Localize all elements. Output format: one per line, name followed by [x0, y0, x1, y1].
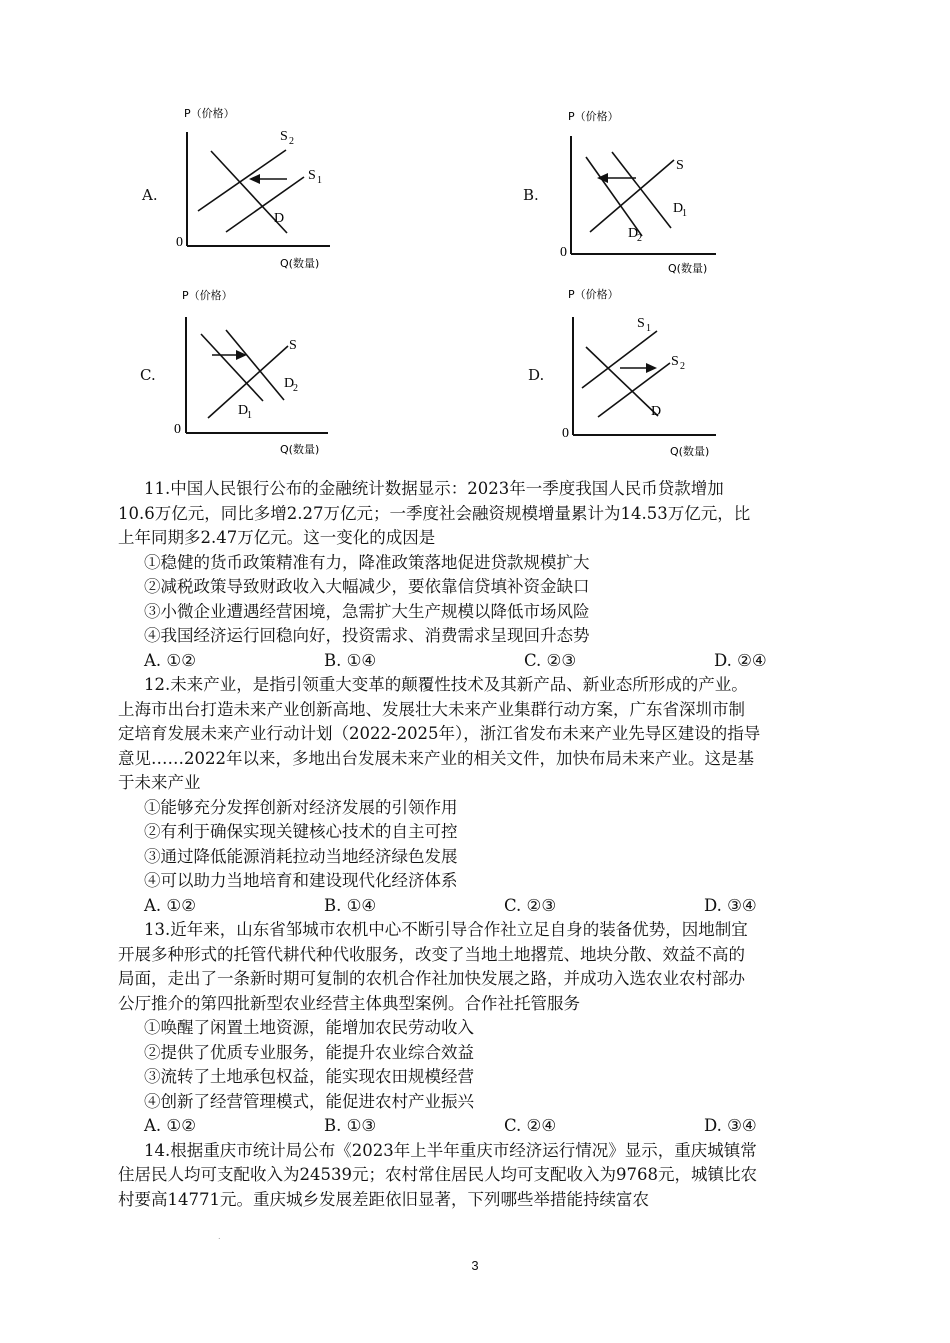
- answer-choices: [118, 649, 860, 674]
- question-stem-line: 局面，走出了一条新时期可复制的农机合作社加快发展之路，并成功入选农业农村部办: [118, 969, 745, 988]
- stray-mark: .: [218, 1232, 221, 1241]
- graph-d: [556, 283, 726, 458]
- question-stem-line: 上海市出台打造未来产业创新高地、发展壮大未来产业集群行动方案，广东省深圳市制: [118, 699, 745, 719]
- curve-label-d: D: [238, 403, 249, 418]
- page-number: 3: [471, 1258, 479, 1273]
- statement-item: ②提供了优质专业服务，能提升农业综合效益: [144, 1042, 474, 1062]
- p-axis-label: P（价格）: [182, 289, 233, 302]
- q-axis-label: Q(数量): [280, 257, 320, 270]
- question-stem-line: 上年同期多2.47万亿元。这一变化的成因是: [118, 528, 436, 547]
- question-stem-line: 村要高14771元。重庆城乡发展差距依旧显著，下列哪些举措能持续富农: [118, 1189, 649, 1209]
- curve-label-d: D: [651, 404, 662, 419]
- answer-choice-d[interactable]: D. ③④: [704, 895, 757, 915]
- question-stem-line: 公厅推介的第四批新型农业经营主体典型案例。合作社托管服务: [118, 993, 580, 1013]
- curve-label-d: D: [673, 201, 684, 216]
- answer-choice-c[interactable]: C. ②③: [504, 895, 557, 915]
- answer-choices: [118, 1114, 860, 1139]
- arrow-head-icon: [249, 174, 260, 184]
- statement-item: ①唤醒了闲置土地资源，能增加农民劳动收入: [144, 1018, 474, 1037]
- option-d-label: D.: [528, 366, 545, 384]
- statement-item: ③通过降低能源消耗拉动当地经济绿色发展: [144, 846, 458, 866]
- question-13: [118, 918, 860, 1139]
- graph-a: [170, 104, 340, 274]
- curve-label-sub: 2: [289, 136, 294, 147]
- option-a-label: A.: [142, 186, 158, 204]
- p-axis-label: P（价格）: [568, 110, 619, 123]
- statement-item: ③小微企业遭遇经营困境，急需扩大生产规模以降低市场风险: [144, 601, 590, 621]
- curve-label-s: S: [280, 129, 288, 144]
- statement-item: ④创新了经营管理模式，能促进农村产业振兴: [144, 1091, 474, 1111]
- question-stem-line: 开展多种形式的托管代耕代种代收服务，改变了当地土地撂荒、地块分散、效益不高的: [118, 944, 745, 964]
- answer-choice-d[interactable]: D. ③④: [704, 1116, 757, 1135]
- question-stem-line: 定培育发展未来产业行动计划（2022-2025年），浙江省发布未来产业先导区建设的指导: [118, 724, 761, 743]
- question-stem-line: 住居民人均可支配收入为24539元；农村常住居民人均可支配收入为9768元，城镇比农: [118, 1165, 757, 1184]
- origin-label: 0: [174, 422, 181, 437]
- q-axis-label: Q(数量): [670, 445, 710, 458]
- option-c-label: C.: [140, 366, 156, 384]
- supply-curve-s1: [226, 177, 304, 232]
- answer-choice-a[interactable]: A. ①②: [144, 650, 196, 670]
- q-axis-label: Q(数量): [280, 443, 320, 456]
- statement-item: ②有利于确保实现关键核心技术的自主可控: [144, 822, 458, 841]
- question-stem-line: 14.根据重庆市统计局公布《2023年上半年重庆市经济运行情况》显示，重庆城镇常: [144, 1140, 757, 1160]
- question-stem-line: 10.6万亿元，同比多增2.27万亿元；一季度社会融资规模增量累计为14.53万亿元，比: [118, 503, 751, 523]
- question-list: [118, 477, 860, 1212]
- curve-label-d: D: [284, 376, 295, 391]
- question-stem-line: 11.中国人民银行公布的金融统计数据显示：2023年一季度我国人民币贷款增加: [144, 479, 724, 498]
- question-11: [118, 477, 860, 673]
- statement-item: ②减税政策导致财政收入大幅减少，要依靠信贷填补资金缺口: [144, 577, 590, 596]
- question-stem-line: 于未来产业: [118, 773, 201, 792]
- curve-label-s: S: [671, 354, 679, 369]
- curve-label-sub: 2: [637, 233, 642, 244]
- curve-label-d: D: [274, 211, 285, 226]
- demand-curve-d2: [586, 157, 642, 236]
- question-stem-line: 13.近年来，山东省邹城市农机中心不断引导合作社立足自身的装备优势，因地制宜: [144, 920, 748, 939]
- origin-label: 0: [560, 245, 567, 260]
- answer-choice-c[interactable]: C. ②③: [524, 650, 577, 670]
- answer-choice-d[interactable]: D. ②④: [714, 650, 767, 670]
- origin-label: 0: [176, 235, 183, 250]
- curve-label-s: S: [308, 168, 316, 183]
- origin-label: 0: [562, 426, 569, 441]
- statement-item: ①能够充分发挥创新对经济发展的引领作用: [144, 797, 458, 817]
- curve-label-s: S: [289, 338, 297, 353]
- answer-choices: [118, 894, 860, 919]
- demand-curve-d1: [201, 334, 263, 401]
- arrow-head-icon: [646, 363, 657, 373]
- answer-choice-b[interactable]: B. ①④: [324, 650, 377, 670]
- curve-label-s: S: [637, 316, 645, 331]
- p-axis-label: P（价格）: [568, 288, 619, 301]
- question-12: [118, 673, 860, 918]
- statement-item: ④可以助力当地培育和建设现代化经济体系: [144, 871, 458, 890]
- statement-item: ③流转了土地承包权益，能实现农田规模经营: [144, 1067, 474, 1086]
- demand-curve-d2: [226, 330, 284, 400]
- question-14: [118, 1139, 860, 1213]
- curve-label-sub: 1: [317, 175, 322, 186]
- p-axis-label: P（价格）: [184, 107, 235, 120]
- curve-label-sub: 2: [293, 383, 298, 394]
- option-b-label: B.: [523, 186, 539, 204]
- demand-curve-d1: [612, 152, 671, 228]
- curve-label-sub: 1: [646, 323, 651, 334]
- answer-choice-c[interactable]: C. ②④: [504, 1116, 557, 1135]
- question-stem-line: 意见……2022年以来，多地出台发展未来产业的相关文件，加快布局未来产业。这是基: [118, 748, 754, 768]
- curve-label-sub: 2: [680, 361, 685, 372]
- statement-item: ①稳健的货币政策精准有力，降准政策落地促进贷款规模扩大: [144, 552, 590, 572]
- statement-item: ④我国经济运行回稳向好，投资需求、消费需求呈现回升态势: [144, 626, 590, 645]
- curve-label-d: D: [628, 226, 639, 241]
- answer-choice-a[interactable]: A. ①②: [144, 895, 196, 915]
- answer-choice-a[interactable]: A. ①②: [144, 1116, 196, 1135]
- q-axis-label: Q(数量): [668, 262, 708, 275]
- question-stem-line: 12.未来产业，是指引领重大变革的颠覆性技术及其新产品、新业态所形成的产业。: [144, 675, 748, 694]
- graph-c: [168, 283, 338, 458]
- curve-label-s: S: [676, 158, 684, 173]
- arrow-head-icon: [236, 350, 247, 360]
- curve-label-sub: 1: [682, 208, 687, 219]
- graph-b: [556, 104, 726, 274]
- curve-label-sub: 1: [247, 410, 252, 421]
- answer-choice-b[interactable]: B. ①③: [324, 1116, 377, 1135]
- supply-curve-s2: [198, 150, 286, 211]
- answer-choice-b[interactable]: B. ①④: [324, 895, 377, 915]
